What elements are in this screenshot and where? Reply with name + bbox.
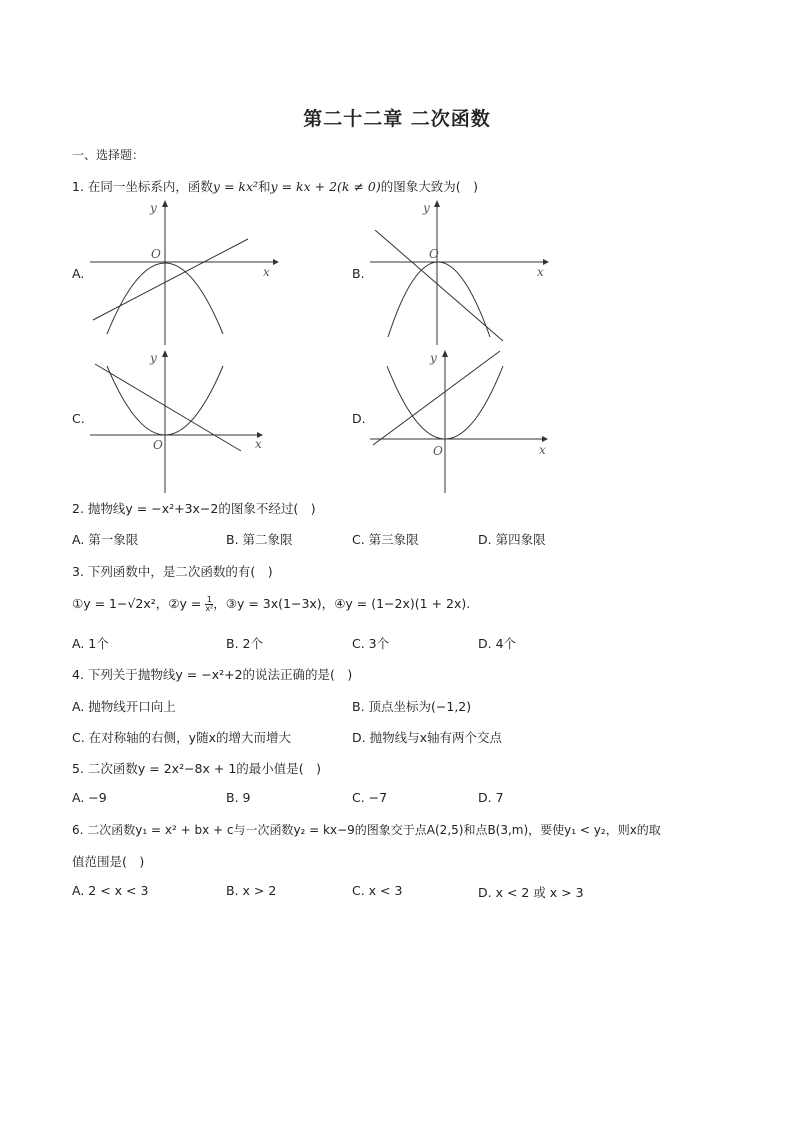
q1-stem-b: 的图象大致为( ) xyxy=(380,179,478,194)
q2-option-a[interactable]: A. 第一象限 xyxy=(72,532,139,547)
y-axis-label: y xyxy=(423,201,430,215)
straight-line xyxy=(95,364,241,451)
q3-item-4: ④y = (1−2x)(1 + 2x). xyxy=(334,596,471,611)
x-axis-arrow xyxy=(542,436,548,442)
x-axis-arrow xyxy=(543,259,549,265)
q5-option-a[interactable]: A. −9 xyxy=(72,790,107,805)
straight-line xyxy=(375,230,503,341)
q2-option-c[interactable]: C. 第三象限 xyxy=(352,532,419,547)
y-axis-arrow xyxy=(434,200,440,207)
q1-stem-a: 1. 在同一坐标系内，函数 xyxy=(72,179,213,194)
question-6-stem-line-1: 6. 二次函数y₁ = x² + bx + c与一次函数y₂ = kx−9的图象交于点A(2,5)和点B(3,m)，要使y₁ < y₂，则x的取 xyxy=(72,823,661,837)
q5-option-b[interactable]: B. 9 xyxy=(226,790,251,805)
q4-option-a[interactable]: A. 抛物线开口向上 xyxy=(72,699,176,714)
y-axis-label: y xyxy=(150,201,157,215)
q6-option-a[interactable]: A. 2 < x < 3 xyxy=(72,883,149,898)
origin-label: O xyxy=(429,247,439,261)
q6-option-b[interactable]: B. x > 2 xyxy=(226,883,277,898)
q1-option-d-label[interactable]: D. xyxy=(352,411,366,426)
question-5-stem: 5. 二次函数y = 2x²−8x + 1的最小值是( ) xyxy=(72,761,322,776)
question-6-stem-line-2: 值范围是( ) xyxy=(72,854,145,869)
x-axis-label: x xyxy=(539,443,546,457)
q4-option-c[interactable]: C. 在对称轴的右侧，y随x的增大而增大 xyxy=(72,730,291,745)
y-axis-arrow xyxy=(162,200,168,207)
q1-graph-b xyxy=(365,197,565,347)
q1-mid: 和 xyxy=(258,179,271,194)
page-title: 第二十二章 二次函数 xyxy=(303,108,491,130)
parabola-curve xyxy=(388,262,490,337)
y-axis-label: y xyxy=(430,351,437,365)
question-4-stem: 4. 下列关于抛物线y = −x²+2的说法正确的是( ) xyxy=(72,667,353,682)
question-1-stem xyxy=(72,177,478,195)
q5-option-d[interactable]: D. 7 xyxy=(478,790,504,805)
x-axis-label: x xyxy=(255,437,262,451)
q3-item-2b: ， xyxy=(213,596,226,611)
q4-option-d[interactable]: D. 抛物线与x轴有两个交点 xyxy=(352,730,502,745)
y-axis-arrow xyxy=(442,350,448,357)
x-axis-label: x xyxy=(537,265,544,279)
y-axis-arrow xyxy=(162,350,168,357)
straight-line xyxy=(93,239,248,320)
q1-option-a-label[interactable]: A. xyxy=(72,266,85,281)
q1-option-c-label[interactable]: C. xyxy=(72,411,85,426)
fraction-denominator: x² xyxy=(205,604,214,613)
x-axis-label: x xyxy=(263,265,270,279)
q3-item-2a: ②y = xyxy=(168,596,206,611)
origin-label: O xyxy=(433,444,443,458)
y-axis-label: y xyxy=(150,351,157,365)
q3-function-list xyxy=(72,594,470,613)
section-heading: 一、选择题： xyxy=(72,148,145,162)
q1-graph-a xyxy=(85,197,285,347)
q4-option-b[interactable]: B. 顶点坐标为(−1,2) xyxy=(352,699,472,714)
straight-line xyxy=(373,351,500,445)
q1-graph-c xyxy=(85,345,285,495)
q3-item-3: ③y = 3x(1−3x)， xyxy=(225,596,335,611)
q1-option-b-label[interactable]: B. xyxy=(352,266,365,281)
question-3-stem: 3. 下列函数中，是二次函数的有( ) xyxy=(72,564,273,579)
q2-option-b[interactable]: B. 第二象限 xyxy=(226,532,293,547)
q2-option-d[interactable]: D. 第四象限 xyxy=(478,532,546,547)
q6-option-d[interactable]: D. x < 2 或 x > 3 xyxy=(478,885,584,900)
q3-item-1: ①y = 1−√2x²， xyxy=(72,596,169,611)
fraction-numerator: 1 xyxy=(206,595,212,604)
q6-option-c[interactable]: C. x < 3 xyxy=(352,883,403,898)
q5-option-c[interactable]: C. −7 xyxy=(352,790,388,805)
q3-option-b[interactable]: B. 2个 xyxy=(226,636,263,651)
q1-function-2: y = kx + 2(k ≠ 0) xyxy=(270,179,381,194)
origin-label: O xyxy=(151,247,161,261)
origin-label: O xyxy=(153,438,163,452)
q3-option-c[interactable]: C. 3个 xyxy=(352,636,390,651)
q3-option-d[interactable]: D. 4个 xyxy=(478,636,517,651)
x-axis-arrow xyxy=(273,259,279,265)
q1-function-1: y = kx² xyxy=(212,179,259,194)
q3-option-a[interactable]: A. 1个 xyxy=(72,636,109,651)
q1-graph-d xyxy=(365,345,565,495)
question-2-stem: 2. 抛物线y = −x²+3x−2的图象不经过( ) xyxy=(72,501,316,516)
